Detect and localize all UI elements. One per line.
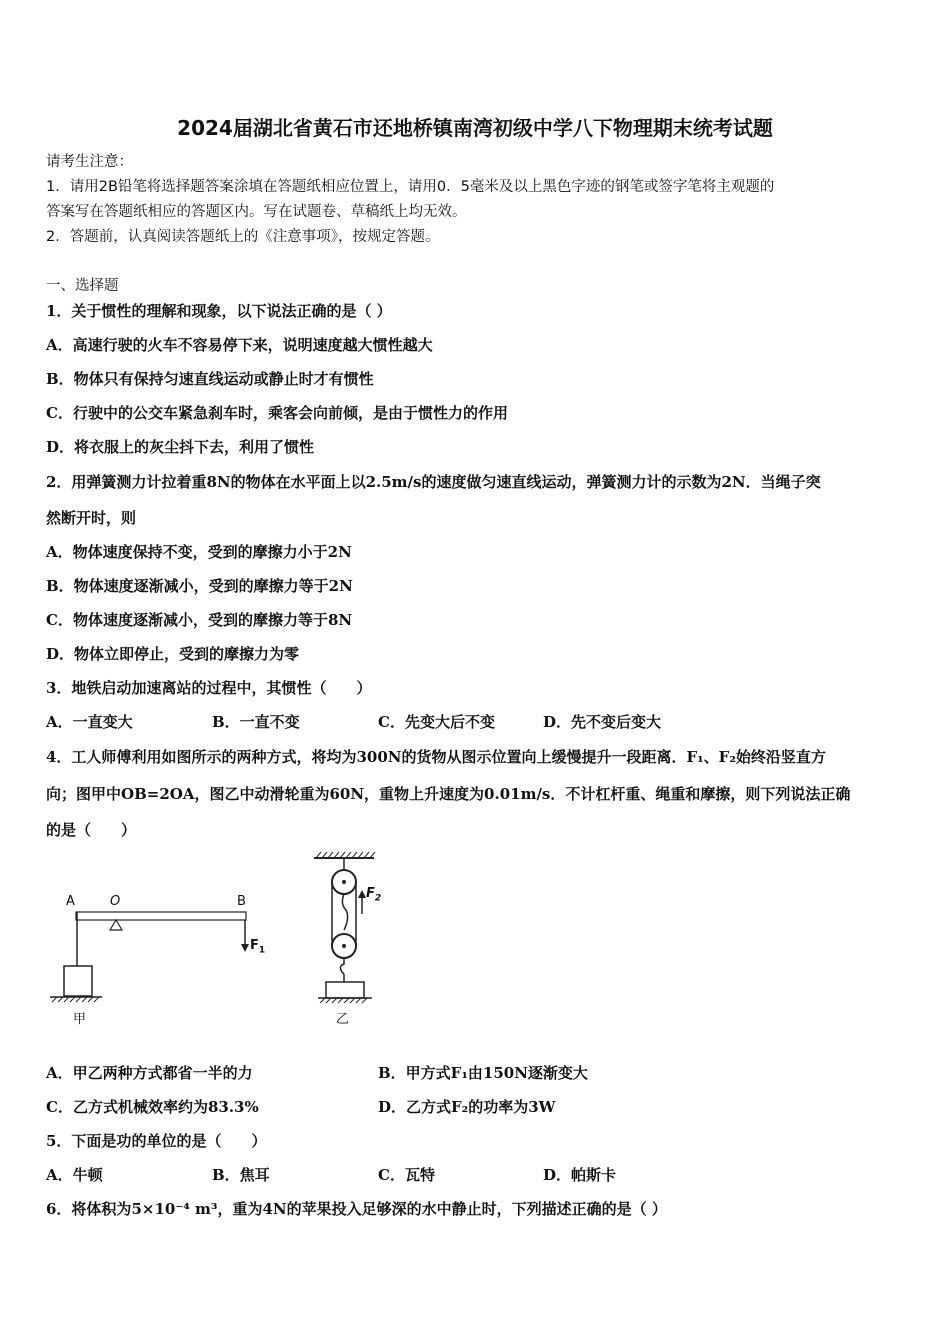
pulley-caption: 乙 <box>336 1012 350 1027</box>
question-5-option-a: A．牛顿 <box>46 1166 103 1184</box>
notice-item-1-line-1: 1．请用2B铅笔将选择题答案涂填在答题纸相应位置上，请用0．5毫米及以上黑色字迹的钢笔或签字笔将主观题的 <box>46 179 775 195</box>
question-4-option-a: A．甲乙两种方式都省一半的力 <box>46 1064 253 1082</box>
question-3-option-c: C．先变大后不变 <box>378 713 495 731</box>
question-4-stem-line-1: 4．工人师傅利用如图所示的两种方式，将均为300N的货物从图示位置向上缓慢提升一段距离．F₁、F₂始终沿竖直方 <box>46 748 826 766</box>
lever-bar <box>76 912 246 920</box>
question-1-option-a: A．高速行驶的火车不容易停下来，说明速度越大惯性越大 <box>46 336 433 354</box>
pulley-force-letter: F <box>366 886 375 901</box>
question-2-option-a: A．物体速度保持不变，受到的摩擦力小于2N <box>46 543 352 561</box>
fulcrum <box>110 920 122 930</box>
pulley-diagram <box>300 848 410 1030</box>
pulley-force-label <box>366 886 381 904</box>
section-heading: 一、选择题 <box>46 278 119 294</box>
lever-cargo-block <box>64 966 92 996</box>
question-3-option-b: B．一直不变 <box>212 713 300 731</box>
question-2-option-b: B．物体速度逐渐减小，受到的摩擦力等于2N <box>46 577 353 595</box>
lever-label-b: B <box>237 894 246 909</box>
lever-force-letter: F <box>250 938 259 953</box>
fixed-pulley-axle <box>342 880 346 884</box>
question-3-stem: 3．地铁启动加速离站的过程中，其惯性（ ） <box>46 679 372 697</box>
question-2-option-c: C．物体速度逐渐减小，受到的摩擦力等于8N <box>46 611 353 629</box>
lever-caption: 甲 <box>73 1012 87 1027</box>
question-5-option-b: B．焦耳 <box>212 1166 270 1184</box>
lever-diagram <box>40 890 280 1030</box>
question-4-option-d: D．乙方式F₂的功率为3W <box>378 1098 556 1116</box>
notice-heading: 请考生注意： <box>46 154 133 170</box>
question-4-stem-line-3: 的是（ ） <box>46 821 137 839</box>
lever-force-label <box>250 938 265 956</box>
question-2-stem-line-2: 然断开时，则 <box>46 509 137 527</box>
question-4-option-b: B．甲方式F₁由150N逐渐变大 <box>378 1064 588 1082</box>
question-1-option-b: B．物体只有保持匀速直线运动或静止时才有惯性 <box>46 370 374 388</box>
question-1-option-d: D．将衣服上的灰尘抖下去，利用了惯性 <box>46 438 315 456</box>
question-3-option-d: D．先不变后变大 <box>543 713 662 731</box>
question-6-stem: 6．将体积为5×10⁻⁴ m³，重为4N的苹果投入足够深的水中静止时，下列描述正确的是（ ） <box>46 1200 667 1218</box>
notice-item-1-line-2: 答案写在答题纸相应的答题区内。写在试题卷、草稿纸上均无效。 <box>46 204 467 220</box>
lever-label-a: A <box>66 894 75 909</box>
question-2-stem-line-1: 2．用弹簧测力计拉着重8N的物体在水平面上以2.5m/s的速度做匀速直线运动，弹簧测力计的示数为2N．当绳子突 <box>46 473 821 491</box>
question-4-stem-line-2: 向；图甲中OB=2OA，图乙中动滑轮重为60N，重物上升速度为0.01m/s．不计杠杆重、绳重和摩擦，则下列说法正确 <box>46 785 851 803</box>
pulley-cargo-block <box>326 982 364 998</box>
question-5-option-d: D．帕斯卡 <box>543 1166 617 1184</box>
pulley-rope-middle <box>342 894 347 930</box>
lever-force-sub: 1 <box>258 945 266 956</box>
question-5-option-c: C．瓦特 <box>378 1166 435 1184</box>
pulley-svg <box>300 848 410 1030</box>
notice-item-2: 2．答题前，认真阅读答题纸上的《注意事项》，按规定答题。 <box>46 229 440 245</box>
pulley-hook <box>340 958 344 974</box>
page-title: 2024届湖北省黄石市还地桥镇南湾初级中学八下物理期末统考试题 <box>177 116 773 140</box>
force-f1-arrowhead <box>241 944 249 952</box>
question-1-option-c: C．行驶中的公交车紧急刹车时，乘客会向前倾，是由于惯性力的作用 <box>46 404 508 422</box>
question-3-option-a: A．一直变大 <box>46 713 133 731</box>
lever-label-o: O <box>110 894 121 909</box>
pulley-force-sub: 2 <box>374 893 382 904</box>
movable-pulley-axle <box>342 944 346 948</box>
question-2-option-d: D．物体立即停止，受到的摩擦力为零 <box>46 645 300 663</box>
question-5-stem: 5．下面是功的单位的是（ ） <box>46 1132 267 1150</box>
force-f2-arrowhead <box>358 890 366 898</box>
question-1-stem: 1．关于惯性的理解和现象，以下说法正确的是（ ） <box>46 302 392 320</box>
question-4-option-c: C．乙方式机械效率约为83.3% <box>46 1098 259 1116</box>
